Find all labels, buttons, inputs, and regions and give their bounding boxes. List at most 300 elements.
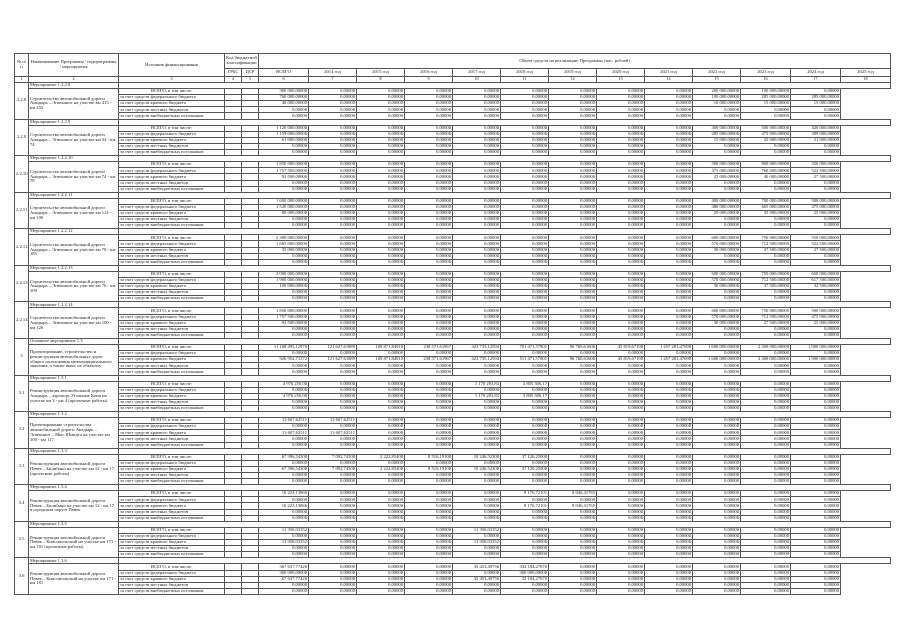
year-value: 0,00000: [645, 180, 693, 186]
year-value: 0,00000: [357, 418, 405, 424]
year-value: 0,00000: [645, 143, 693, 149]
year-value: 0,00000: [309, 320, 357, 326]
year-value: 0,00000: [597, 509, 645, 515]
source-label: за счет средств местных бюджетов: [119, 290, 225, 296]
source-label: за счет средств федерального бюджета: [119, 351, 225, 357]
year-value: 0,00000: [453, 369, 501, 375]
year-value: 15 000,00000: [741, 101, 791, 107]
year-value: 0,00000: [501, 95, 549, 101]
year-value: 0,00000: [693, 405, 741, 411]
year-value: 0,00000: [405, 162, 453, 168]
year-value: 0,00000: [693, 217, 741, 223]
year-value: 0,00000: [501, 552, 549, 558]
year-value: 285 000,00000: [741, 95, 791, 101]
year-value: 0,00000: [357, 320, 405, 326]
year-value: 0,00000: [453, 570, 501, 576]
measure-name: Строительство автомобильной дороги Анадырь – Эгвекинот на участке км 76 - км 109: [29, 271, 119, 301]
year-value: 0,00000: [405, 180, 453, 186]
year-value: 522 500,00000: [791, 241, 841, 247]
year-value: 0,00000: [549, 168, 597, 174]
source-label: ВСЕГО, в том числе:: [119, 381, 225, 387]
year-value: 0,00000: [791, 418, 841, 424]
year-value: 15 000,00000: [791, 101, 841, 107]
year-value: 0,00000: [453, 284, 501, 290]
year-value: 0,00000: [791, 546, 841, 552]
year-value: 0,00000: [405, 320, 453, 326]
year-value: 30 000,00000: [693, 284, 741, 290]
year-value: 0,00000: [791, 460, 841, 466]
year-value: 0,00000: [405, 131, 453, 137]
year-value: 0,00000: [549, 198, 597, 204]
year-value: 0,00000: [791, 393, 841, 399]
year-value: 0,00000: [405, 217, 453, 223]
column-number: 12: [549, 77, 597, 83]
year-value: 0,00000: [453, 180, 501, 186]
year-value: 0,00000: [645, 576, 693, 582]
year-value: 0,00000: [501, 314, 549, 320]
year-value: 0,00000: [549, 363, 597, 369]
year-value: 37 500,00000: [741, 320, 791, 326]
year-value: 0,00000: [309, 436, 357, 442]
year-value: 0,00000: [357, 271, 405, 277]
year-value: 0,00000: [597, 101, 645, 107]
source-label: за счет средств внебюджетных источников: [119, 442, 225, 448]
year-value: 0,00000: [357, 314, 405, 320]
year-value: 665 000,00000: [741, 204, 791, 210]
year-value: 0,00000: [741, 533, 791, 539]
year-value: 0,00000: [405, 460, 453, 466]
total-value: 0,00000: [259, 552, 309, 558]
year-value: 0,00000: [693, 582, 741, 588]
year-value: 0,00000: [453, 290, 501, 296]
measure-name: Строительство автомобильной дороги Анадырь – Эгвекинот на участке км 74 - км 78: [29, 162, 119, 192]
source-label: за счет средств федерального бюджета: [119, 168, 225, 174]
source-label: ВСЕГО, в том числе:: [119, 564, 225, 570]
year-value: 0,00000: [405, 271, 453, 277]
year-value: 0,00000: [597, 546, 645, 552]
year-value: 0,00000: [453, 217, 501, 223]
year-value: 0,00000: [501, 387, 549, 393]
year-value: 0,00000: [645, 509, 693, 515]
year-value: 0,00000: [309, 253, 357, 259]
year-value: 0,00000: [693, 296, 741, 302]
year-value: 0,00000: [791, 424, 841, 430]
source-label: за счет средств краевого бюджета: [119, 540, 225, 546]
year-value: 0,00000: [501, 546, 549, 552]
year-value: 0,00000: [405, 588, 453, 594]
total-value: 1 120 000,00000: [259, 125, 309, 131]
year-value: 0,00000: [453, 387, 501, 393]
total-value: 0,00000: [259, 533, 309, 539]
year-value: 0,00000: [405, 296, 453, 302]
year-value: 0,00000: [645, 381, 693, 387]
total-value: 11 350,03352: [259, 540, 309, 546]
year-value: 0,00000: [693, 424, 741, 430]
year-value: 423 735,12594: [453, 357, 501, 363]
year-value: 0,00000: [597, 186, 645, 192]
year-value: 0,00000: [597, 442, 645, 448]
year-value: 0,00000: [453, 137, 501, 143]
year-value: 0,00000: [453, 515, 501, 521]
year-value: 0,00000: [501, 143, 549, 149]
source-label: за счет средств местных бюджетов: [119, 473, 225, 479]
year-value: 0,00000: [453, 491, 501, 497]
year-value: 0,00000: [693, 570, 741, 576]
year-value: 0,00000: [309, 503, 357, 509]
year-value: 0,00000: [741, 381, 791, 387]
year-value: 0,00000: [549, 204, 597, 210]
column-number: 3: [119, 77, 225, 83]
year-value: 0,00000: [645, 393, 693, 399]
year-value: 0,00000: [501, 497, 549, 503]
year-value: 0,00000: [549, 271, 597, 277]
year-value: 0,00000: [453, 424, 501, 430]
total-value: 2 300 000,00000: [259, 235, 309, 241]
year-value: 0,00000: [309, 533, 357, 539]
total-value: 4 976 250,00: [259, 381, 309, 387]
year-value: 0,00000: [597, 235, 645, 241]
column-number: 9: [405, 77, 453, 83]
year-value: 0,00000: [549, 436, 597, 442]
year-value: 0,00000: [501, 217, 549, 223]
source-label: за счет средств внебюджетных источников: [119, 515, 225, 521]
source-label: ВСЕГО, в том числе:: [119, 418, 225, 424]
year-value: 0,00000: [645, 533, 693, 539]
year-value: 0,00000: [645, 442, 693, 448]
year-value: 0,00000: [549, 430, 597, 436]
year-value: 0,00000: [405, 253, 453, 259]
year-value: 27 500,00000: [791, 174, 841, 180]
year-value: 35 453,49756: [453, 564, 501, 570]
year-value: 0,00000: [453, 430, 501, 436]
year-value: 0,00000: [549, 241, 597, 247]
year-value: 0,00000: [597, 131, 645, 137]
year-value: 0,00000: [597, 399, 645, 405]
source-label: за счет средств краевого бюджета: [119, 430, 225, 436]
total-value: 1 850 000,00000: [259, 308, 309, 314]
year-value: 0,00000: [453, 332, 501, 338]
year-value: 0,00000: [597, 174, 645, 180]
year-value: 0,00000: [357, 363, 405, 369]
total-value: 0,00000: [259, 442, 309, 448]
total-value: 0,00000: [259, 186, 309, 192]
column-number: 17: [791, 77, 841, 83]
total-value: 0,00000: [259, 351, 309, 357]
year-header: 2023 год: [741, 69, 791, 77]
source-label: за счет средств краевого бюджета: [119, 174, 225, 180]
year-value: 0,00000: [357, 308, 405, 314]
year-value: 0,00000: [791, 113, 841, 119]
year-value: 0,00000: [309, 509, 357, 515]
source-label: за счет средств внебюджетных источников: [119, 332, 225, 338]
year-value: 0,00000: [309, 217, 357, 223]
year-value: 0,00000: [309, 259, 357, 265]
year-value: 0,00000: [549, 393, 597, 399]
year-value: 750 000,00000: [741, 271, 791, 277]
year-value: 0,00000: [597, 95, 645, 101]
year-value: 0,00000: [453, 326, 501, 332]
year-value: 0,00000: [357, 296, 405, 302]
column-number: 1: [15, 77, 29, 83]
year-value: 0,00000: [309, 332, 357, 338]
year-value: 0,00000: [549, 497, 597, 503]
source-label: ВСЕГО, в том числе:: [119, 89, 225, 95]
year-value: 0,00000: [645, 540, 693, 546]
year-value: 0,00000: [693, 223, 741, 229]
source-label: за счет средств местных бюджетов: [119, 180, 225, 186]
year-value: 27 500,00000: [791, 247, 841, 253]
year-value: 2 222,85400: [357, 466, 405, 472]
year-value: 399 000,00000: [791, 131, 841, 137]
year-value: 0,00000: [741, 473, 791, 479]
col-volume-header: Объем средств на реализацию Программы (тыс. рублей): [259, 54, 891, 69]
year-value: 0,00000: [501, 180, 549, 186]
year-value: 0,00000: [357, 546, 405, 552]
year-value: 617 500,00000: [791, 278, 841, 284]
year-value: 0,00000: [501, 174, 549, 180]
total-value: 0,00000: [259, 515, 309, 521]
total-value: 0,00000: [259, 369, 309, 375]
year-value: 0,00000: [357, 570, 405, 576]
year-value: 0,00000: [501, 308, 549, 314]
year-header: 2021 год: [645, 69, 693, 77]
year-value: 0,00000: [693, 460, 741, 466]
year-value: 0,00000: [693, 393, 741, 399]
year-value: 0,00000: [405, 204, 453, 210]
total-value: 67 396,54300: [259, 454, 309, 460]
source-label: за счет средств местных бюджетов: [119, 399, 225, 405]
year-value: 0,00000: [549, 460, 597, 466]
row-number: 3.1: [15, 375, 29, 412]
year-value: 37 126,25000: [501, 466, 549, 472]
year-value: 0,00000: [549, 113, 597, 119]
col-grbs-header: ГРБС: [225, 69, 242, 77]
year-value: 0,00000: [309, 515, 357, 521]
year-value: 0,00000: [501, 473, 549, 479]
total-value: 61 000,00000: [259, 137, 309, 143]
year-value: 0,00000: [357, 497, 405, 503]
row-number: 3: [15, 338, 29, 375]
year-value: 0,00000: [357, 509, 405, 515]
year-value: 712 500,00000: [741, 278, 791, 284]
year-value: 0,00000: [357, 204, 405, 210]
year-value: 0,00000: [791, 509, 841, 515]
year-value: 0,00000: [597, 284, 645, 290]
year-value: 0,00000: [597, 217, 645, 223]
year-value: 0,00000: [645, 503, 693, 509]
year-value: 0,00000: [645, 552, 693, 558]
year-value: 0,00000: [405, 210, 453, 216]
year-value: 570 000,00000: [693, 278, 741, 284]
year-value: 0,00000: [309, 131, 357, 137]
year-value: 200 000,00000: [693, 89, 741, 95]
measure-title: Мероприятие 1.2.2.10: [29, 156, 119, 162]
year-value: 0,00000: [309, 284, 357, 290]
source-label: за счет средств местных бюджетов: [119, 326, 225, 332]
year-value: 0,00000: [549, 387, 597, 393]
year-value: 0,00000: [405, 125, 453, 131]
year-value: 0,00000: [501, 527, 549, 533]
year-value: 0,00000: [405, 284, 453, 290]
year-value: 0,00000: [357, 186, 405, 192]
year-value: 0,00000: [501, 131, 549, 137]
source-label: за счет средств федерального бюджета: [119, 278, 225, 284]
year-value: 0,00000: [405, 332, 453, 338]
column-number: 2: [29, 77, 119, 83]
year-value: 10 246,52300: [453, 454, 501, 460]
total-value: 92 500,00000: [259, 174, 309, 180]
year-value: 0,00000: [357, 137, 405, 143]
year-value: 750 000,00000: [741, 308, 791, 314]
year-value: 100 000,00000: [741, 89, 791, 95]
total-value: 0,00000: [259, 509, 309, 515]
year-value: 0,00000: [549, 186, 597, 192]
year-value: 0,00000: [693, 387, 741, 393]
year-value: 1 457 281,47698: [645, 345, 693, 351]
year-value: 0,00000: [549, 217, 597, 223]
year-value: 0,00000: [405, 393, 453, 399]
total-value: 67 637,77426: [259, 576, 309, 582]
measure-name: Реконструкция автомобильной дороги Певек – Комсомольский на участке км 171 - км 181: [29, 564, 119, 594]
year-value: 475 000,00000: [741, 131, 791, 137]
year-value: 20 000,00000: [693, 210, 741, 216]
year-value: 0,00000: [645, 570, 693, 576]
year-header: 2014 год: [309, 69, 357, 77]
year-value: 0,00000: [501, 363, 549, 369]
year-value: 0,00000: [645, 588, 693, 594]
year-value: 0,00000: [791, 436, 841, 442]
year-value: 0,00000: [501, 259, 549, 265]
column-number: 10: [453, 77, 501, 83]
year-value: 0,00000: [693, 290, 741, 296]
year-value: 0,00000: [741, 113, 791, 119]
year-value: 0,00000: [453, 314, 501, 320]
year-value: 0,00000: [597, 308, 645, 314]
year-value: 1 600 000,00000: [693, 345, 741, 351]
year-value: 0,00000: [357, 399, 405, 405]
year-value: 0,00000: [549, 454, 597, 460]
year-value: 0,00000: [501, 223, 549, 229]
year-value: 0,00000: [597, 223, 645, 229]
year-value: 45 819,67190: [597, 345, 645, 351]
source-label: ВСЕГО, в том числе:: [119, 198, 225, 204]
year-value: 0,00000: [549, 284, 597, 290]
year-value: 0,00000: [741, 570, 791, 576]
year-value: 0,00000: [597, 278, 645, 284]
year-value: 0,00000: [741, 387, 791, 393]
year-value: 0,00000: [645, 430, 693, 436]
source-label: за счет средств местных бюджетов: [119, 436, 225, 442]
year-value: 0,00000: [309, 241, 357, 247]
year-value: 0,00000: [405, 418, 453, 424]
year-value: 0,00000: [791, 223, 841, 229]
year-value: 0,00000: [645, 168, 693, 174]
year-value: 0,00000: [741, 296, 791, 302]
year-value: 0,00000: [549, 89, 597, 95]
year-value: 0,00000: [741, 351, 791, 357]
year-value: 0,00000: [309, 186, 357, 192]
year-value: 0,00000: [357, 101, 405, 107]
column-number: 11: [501, 77, 549, 83]
year-value: 0,00000: [791, 454, 841, 460]
year-value: 0,00000: [405, 424, 453, 430]
year-header: 2017 год: [453, 69, 501, 77]
year-value: 0,00000: [357, 430, 405, 436]
total-value: 1 757 500,00000: [259, 168, 309, 174]
col-source-header: Источник финансирования: [119, 54, 225, 77]
year-value: 0,00000: [309, 393, 357, 399]
year-value: 0,00000: [549, 540, 597, 546]
year-value: 0,00000: [549, 466, 597, 472]
source-label: ВСЕГО, в том числе:: [119, 271, 225, 277]
year-value: 0,00000: [645, 204, 693, 210]
year-value: 0,00000: [741, 588, 791, 594]
year-value: 0,00000: [501, 89, 549, 95]
year-value: 0,00000: [453, 552, 501, 558]
year-value: 0,00000: [549, 552, 597, 558]
total-value: 0,00000: [259, 113, 309, 119]
source-label: за счет средств краевого бюджета: [119, 137, 225, 143]
measure-title: Мероприятие 1.2.2.11: [29, 192, 119, 198]
year-value: 8 516,19100: [405, 454, 453, 460]
measure-name: Строительство автомобильной дороги Анадырь – Эгвекинот на участке км 415 - км 455: [29, 89, 119, 119]
year-value: 0,00000: [549, 332, 597, 338]
year-value: 0,00000: [645, 131, 693, 137]
row-number: 3.6: [15, 558, 29, 595]
col-name-header: Наименование Программы / подпрограммы / мероприятия: [29, 54, 119, 77]
year-value: 0,00000: [597, 204, 645, 210]
year-value: 0,00000: [549, 527, 597, 533]
year-value: 0,00000: [791, 405, 841, 411]
measure-title: Мероприятие 1.3.2: [29, 412, 119, 418]
year-value: 0,00000: [597, 582, 645, 588]
year-value: 0,00000: [597, 515, 645, 521]
column-number: 7: [309, 77, 357, 83]
year-header: 2016 год: [405, 69, 453, 77]
year-value: 0,00000: [645, 473, 693, 479]
year-value: 0,00000: [453, 399, 501, 405]
year-value: 0,00000: [597, 424, 645, 430]
year-value: 0,00000: [309, 369, 357, 375]
source-label: ВСЕГО, в том числе:: [119, 308, 225, 314]
total-value: 0,00000: [259, 180, 309, 186]
total-value: 1 520 000,00000: [259, 204, 309, 210]
source-label: за счет средств краевого бюджета: [119, 210, 225, 216]
total-value: 40 000,00000: [259, 101, 309, 107]
year-value: 0,00000: [501, 107, 549, 113]
year-value: 0,00000: [405, 570, 453, 576]
measure-title: Мероприятие 1.3.4: [29, 485, 119, 491]
year-value: 0,00000: [405, 259, 453, 265]
col-budget-code-header: Код бюджетной классификации: [225, 54, 259, 69]
source-label: за счет средств федерального бюджета: [119, 241, 225, 247]
total-value: 0,00000: [259, 150, 309, 156]
year-value: 0,00000: [501, 235, 549, 241]
year-value: 0,00000: [597, 454, 645, 460]
year-value: 0,00000: [405, 89, 453, 95]
year-value: 0,00000: [453, 278, 501, 284]
year-value: 0,00000: [791, 515, 841, 521]
measure-title: Мероприятие 1.2.2.13: [29, 265, 119, 271]
year-value: 0,00000: [741, 503, 791, 509]
year-value: 0,00000: [693, 436, 741, 442]
total-value: 11 350,03352: [259, 527, 309, 533]
year-value: 0,00000: [549, 162, 597, 168]
row-number: 2.2.11: [15, 192, 29, 229]
year-value: 45 819,67190: [597, 357, 645, 363]
year-value: 0,00000: [501, 430, 549, 436]
year-value: 0,00000: [405, 473, 453, 479]
